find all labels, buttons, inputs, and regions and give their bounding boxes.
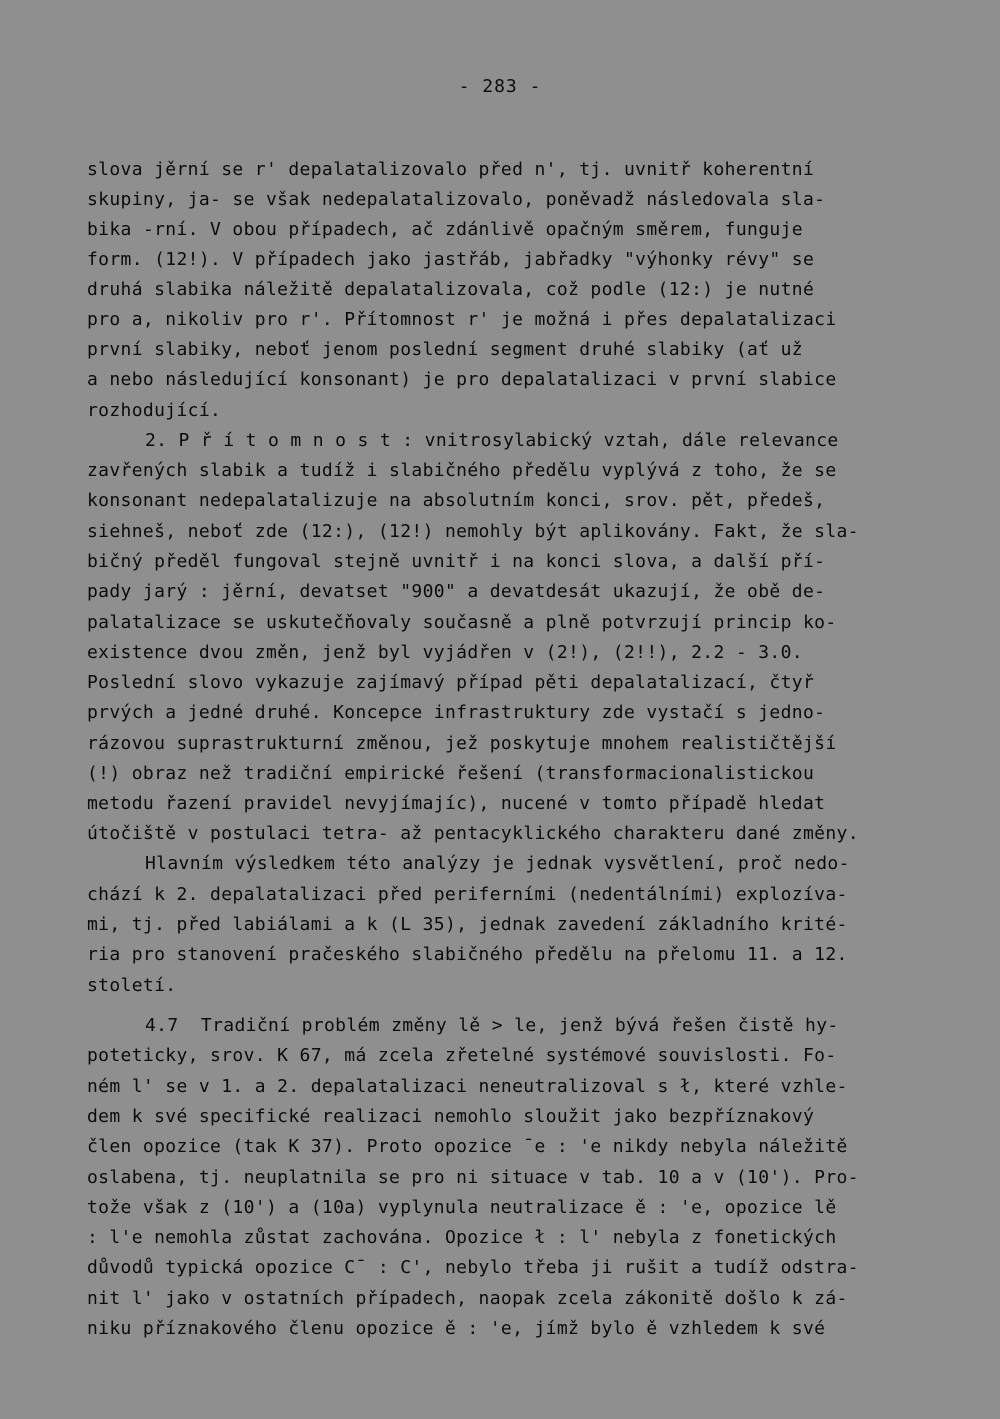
text-line: první slabiky, neboť jenom poslední segment druhé slabiky (ať už <box>87 339 803 360</box>
text-line: 2. P ř í t o m n o s t : vnitrosylabický vztah, dále relevance <box>145 430 839 451</box>
text-line: ném l' se v 1. a 2. depalatalizaci neneutralizoval s ł, které vzhle- <box>87 1076 848 1097</box>
text-line: oslabena, tj. neuplatnila se pro ni situace v tab. 10 a v (10'). Pro- <box>87 1167 859 1188</box>
text-line: palatalizace se uskutečňovaly současně a plně potvrzují princip ko- <box>87 612 837 633</box>
text-line: bičný předěl fungoval stejně uvnitř i na konci slova, a další pří- <box>87 551 826 572</box>
text-line: bika -rní. V obou případech, ač zdánlivě opačným směrem, funguje <box>87 219 803 240</box>
text-line: zavřených slabik a tudíž i slabičného předělu vyplývá z toho, že se <box>87 460 837 481</box>
text-line: skupiny, ja- se však nedepalatalizovalo, poněvadž následovala sla- <box>87 189 826 210</box>
text-line: tože však z (10') a (10a) vyplynula neutralizace ě : 'e, opozice lě <box>87 1197 837 1218</box>
text-line: ria pro stanovení pračeského slabičného předělu na přelomu 11. a 12. <box>87 944 848 965</box>
text-line: slova jěrní se r' depalatalizovalo před n', tj. uvnitř koherentní <box>87 159 815 180</box>
text-line: Hlavním výsledkem této analýzy je jednak vysvětlení, proč nedo- <box>145 853 850 874</box>
text-line: (!) obraz než tradiční empirické řešení (transformacionalistickou <box>87 763 815 784</box>
text-line: nit l' jako v ostatních případech, naopak zcela zákonitě došlo k zá- <box>87 1288 848 1309</box>
text-line: rázovou suprastrukturní změnou, jež poskytuje mnohem realističtější <box>87 733 837 754</box>
text-line: století. <box>87 975 177 996</box>
text-line: mi, tj. před labiálami a k (L 35), jednak zavedení základního krité- <box>87 914 848 935</box>
text-line: prvých a jedné druhé. Koncepce infrastruktury zde vystačí s jedno- <box>87 702 826 723</box>
text-line: niku příznakového členu opozice ě : 'e, jímž bylo ě vzhledem k své <box>87 1318 826 1339</box>
text-line: člen opozice (tak K 37). Proto opozice ¯e : 'e nikdy nebyla náležitě <box>87 1136 848 1157</box>
text-line: 4.7 Tradiční problém změny lě > le, jenž bývá řešen čistě hy- <box>145 1015 839 1036</box>
text-line: chází k 2. depalatalizaci před periferními (nedentálními) explozíva- <box>87 884 848 905</box>
text-line: Poslední slovo vykazuje zajímavý případ pěti depalatalizací, čtyř <box>87 672 815 693</box>
text-line: dem k své specifické realizaci nemohlo sloužit jako bezpříznakový <box>87 1106 815 1127</box>
page-number: - 283 - <box>458 76 542 97</box>
text-line: pro a, nikoliv pro r'. Přítomnost r' je možná i přes depalatalizaci <box>87 309 837 330</box>
text-line: : l'e nemohla zůstat zachována. Opozice ł : l' nebyla z fonetických <box>87 1227 837 1248</box>
text-line: a nebo následující konsonant) je pro depalatalizaci v první slabice <box>87 369 837 390</box>
text-line: pady jarý : jěrní, devatset "900" a devatdesát ukazují, že obě de- <box>87 581 826 602</box>
text-line: form. (12!). V případech jako jastřáb, jabřadky "výhonky révy" se <box>87 249 815 270</box>
text-line: rozhodující. <box>87 400 222 421</box>
text-line: konsonant nedepalatalizuje na absolutním konci, srov. pět, předeš, <box>87 490 826 511</box>
text-line: druhá slabika náležitě depalatalizovala, což podle (12:) je nutné <box>87 279 815 300</box>
text-line: existence dvou změn, jenž byl vyjádřen v (2!), (2!!), 2.2 - 3.0. <box>87 642 803 663</box>
text-line: metodu řazení pravidel nevyjímajíc), nucené v tomto případě hledat <box>87 793 826 814</box>
text-line: siehneš, neboť zde (12:), (12!) nemohly být aplikovány. Fakt, že sla- <box>87 521 859 542</box>
text-line: útočiště v postulaci tetra- až pentacyklického charakteru dané změny. <box>87 823 859 844</box>
text-line: důvodů typická opozice C¯ : C', nebylo třeba ji rušit a tudíž odstra- <box>87 1257 859 1278</box>
text-line: poteticky, srov. K 67, má zcela zřetelné systémové souvislosti. Fo- <box>87 1045 837 1066</box>
